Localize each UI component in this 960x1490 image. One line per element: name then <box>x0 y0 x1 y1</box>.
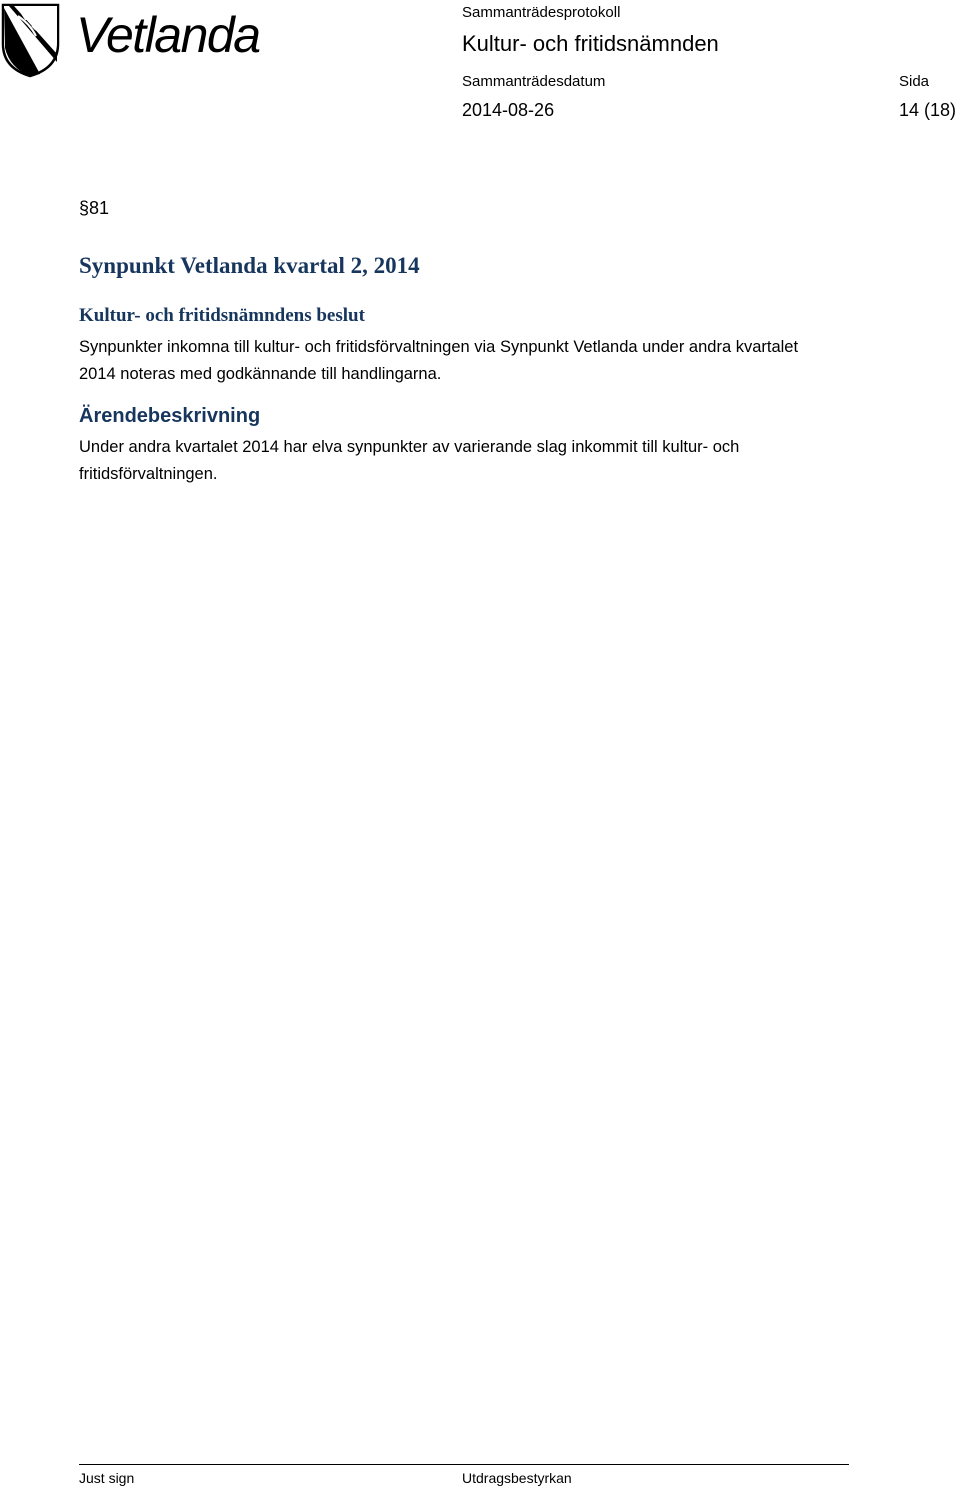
meeting-date: 2014-08-26 <box>462 100 555 120</box>
certified-label: Utdragsbestyrkan <box>462 1470 572 1486</box>
description-heading: Ärendebeskrivning <box>79 405 261 427</box>
page-number: 14 (18) <box>899 100 957 120</box>
sign-label: Just sign <box>79 1470 135 1486</box>
signature-footer <box>79 1464 849 1486</box>
protocol-section <box>79 196 839 488</box>
logo-wordmark: Vetlanda <box>76 7 260 63</box>
decision-text: Synpunkter inkomna till kultur- och fritidsförvaltningen via Synpunkt Vetlanda under andra kvartalet 2014 noteras med godkännande till handlingarna. <box>79 338 799 383</box>
date-label: Sammanträdesdatum <box>462 73 606 90</box>
committee-name: Kultur- och fritidsnämnden <box>462 31 719 56</box>
vetlanda-logo <box>0 2 290 78</box>
section-title: Synpunkt Vetlanda kvartal 2, 2014 <box>79 253 420 278</box>
paragraph-number: §81 <box>79 198 110 218</box>
doc-type-label: Sammanträdesprotokoll <box>462 4 621 21</box>
coat-of-arms-icon <box>3 5 58 76</box>
description-text: Under andra kvartalet 2014 har elva synpunkter av varierande slag inkommit till kultur- och fritidsförvaltningen. <box>79 438 740 483</box>
page-label: Sida <box>899 73 930 90</box>
decision-heading: Kultur- och fritidsnämndens beslut <box>79 305 365 326</box>
